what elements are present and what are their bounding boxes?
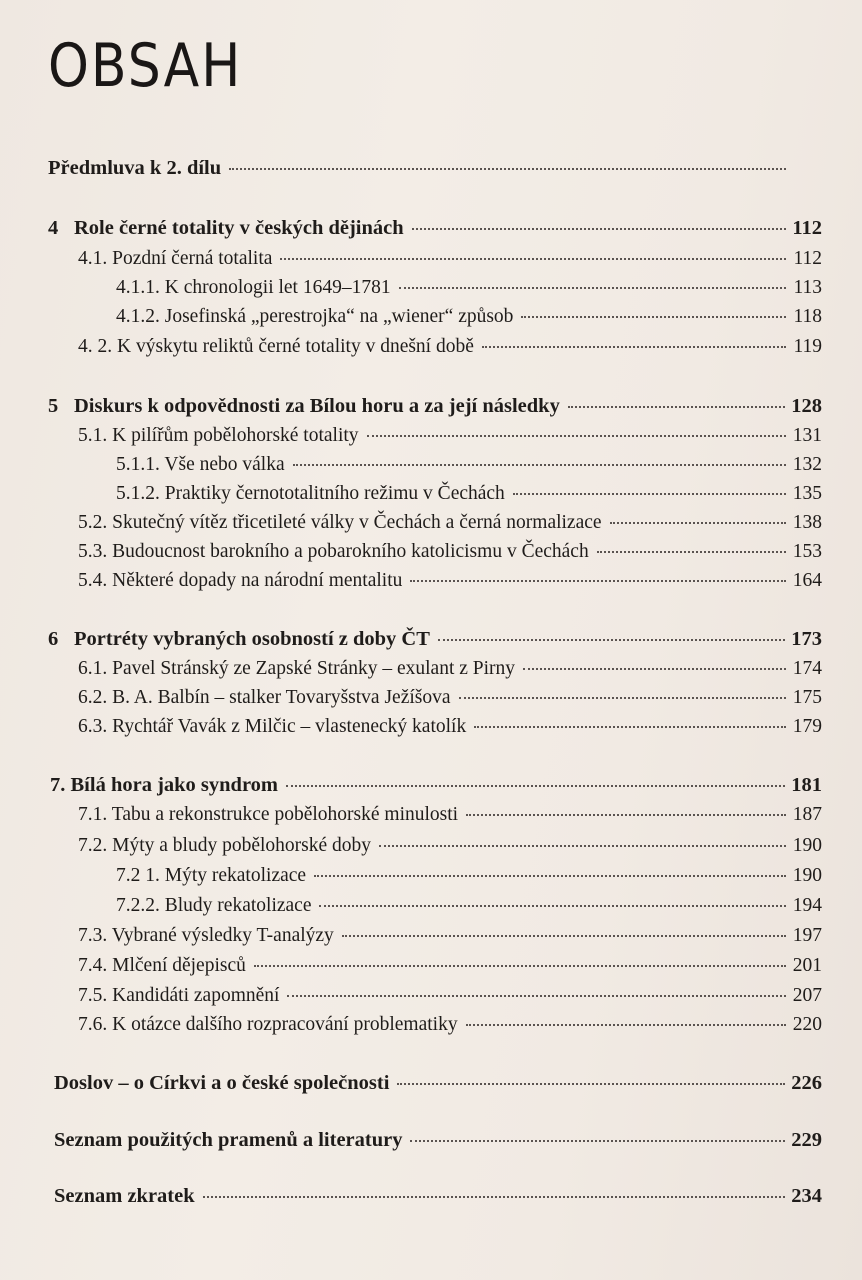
leader-dots xyxy=(342,935,786,937)
toc-section-7-5 xyxy=(78,984,822,1008)
leader-dots xyxy=(438,639,785,641)
toc-section-7-2 xyxy=(78,834,822,858)
toc-entry-title: 7.6. K otázce dalšího rozpracování problematiky xyxy=(78,1014,458,1035)
toc-entry-title: 6.2. B. A. Balbín – stalker Tovaryšstva Ježíšova xyxy=(78,687,451,708)
toc-section-6-1 xyxy=(78,657,822,681)
toc-section-5-2 xyxy=(78,511,822,535)
toc-entry-title: 7.2.2. Bludy rekatolizace xyxy=(116,895,312,916)
toc-chapter-5 xyxy=(48,394,822,418)
toc-chapter-4 xyxy=(48,216,822,240)
toc-entry-title: 7.3. Vybrané výsledky T-analýzy xyxy=(78,925,334,946)
toc-subsection-7-2-1 xyxy=(116,864,822,888)
toc-entry-page: 138 xyxy=(792,512,822,533)
toc-entry-title: Diskurs k odpovědnosti za Bílou horu a za její následky xyxy=(74,395,560,417)
toc-entry-title: 5.4. Některé dopady na národní mentalitu xyxy=(78,570,403,591)
toc-section-7-1 xyxy=(78,803,822,827)
leader-dots xyxy=(466,814,786,816)
page-heading: OBSAH xyxy=(48,32,243,101)
toc-entry-title: 5.3. Budoucnost barokního a pobarokního katolicismu v Čechách xyxy=(78,541,589,562)
toc-entry-abbreviations xyxy=(54,1184,822,1208)
leader-dots xyxy=(286,785,785,787)
toc-entry-page: 135 xyxy=(792,483,822,504)
toc-entry-page: 113 xyxy=(793,277,822,298)
toc-entry-page: 190 xyxy=(792,835,822,856)
chapter-number: 4 xyxy=(48,217,59,239)
leader-dots xyxy=(379,845,786,847)
toc-entry-title: 5.1.2. Praktiky černototalitního režimu v Čechách xyxy=(116,483,505,504)
toc-section-6-3 xyxy=(78,715,822,739)
toc-entry-page: 175 xyxy=(792,687,822,708)
leader-dots xyxy=(410,580,786,582)
toc-entry-bibliography xyxy=(54,1128,822,1152)
toc-subsection-5-1-1 xyxy=(116,453,822,477)
toc-entry-page: 173 xyxy=(791,628,822,650)
toc-section-7-6 xyxy=(78,1013,822,1037)
leader-dots xyxy=(314,875,786,877)
toc-entry-page: 174 xyxy=(792,658,822,679)
leader-dots xyxy=(474,726,786,728)
toc-entry-title: 7.4. Mlčení dějepisců xyxy=(78,955,246,976)
chapter-number: 6 xyxy=(48,628,59,650)
leader-dots xyxy=(521,316,786,318)
toc-entry-title: 4. 2. K výskytu reliktů černé totality v dnešní době xyxy=(78,336,474,357)
toc-entry-page: 201 xyxy=(792,955,822,976)
toc-section-5-3 xyxy=(78,540,822,564)
toc-entry-title: Doslov – o Církvi a o české společnosti xyxy=(54,1072,390,1094)
leader-dots xyxy=(280,258,786,260)
toc-section-5-4 xyxy=(78,569,822,593)
toc-entry-page: 197 xyxy=(792,925,822,946)
toc-entry-title: 7.2 1. Mýty rekatolizace xyxy=(116,865,307,886)
toc-entry-page: 226 xyxy=(791,1072,822,1094)
toc-entry-title: Portréty vybraných osobností z doby ČT xyxy=(74,628,430,650)
toc-section-4-1 xyxy=(78,247,822,271)
toc-entry-title: 7.5. Kandidáti zapomnění xyxy=(78,985,280,1006)
toc-chapter-6 xyxy=(48,627,822,651)
toc-entry-afterword xyxy=(54,1071,822,1095)
toc-entry-page: 207 xyxy=(792,985,822,1006)
toc-section-7-3 xyxy=(78,924,822,948)
toc-subsection-4-1-2 xyxy=(116,305,822,329)
toc-entry-page: 132 xyxy=(792,454,822,475)
leader-dots xyxy=(482,346,786,348)
toc-entry-page: 187 xyxy=(792,804,822,825)
toc-entry-page: 229 xyxy=(791,1129,822,1151)
leader-dots xyxy=(568,406,785,408)
chapter-number: 5 xyxy=(48,395,59,417)
toc-entry-title: 7.1. Tabu a rekonstrukce pobělohorské minulosti xyxy=(78,804,459,825)
toc-entry-title: 4.1.1. K chronologii let 1649–1781 xyxy=(116,277,391,298)
leader-dots xyxy=(597,551,786,553)
toc-entry-title: 6.3. Rychtář Vavák z Milčic – vlastenecký katolík xyxy=(78,716,467,737)
toc-entry-page: 194 xyxy=(792,895,822,916)
leader-dots xyxy=(287,995,786,997)
toc-entry-page: 112 xyxy=(792,217,822,239)
toc-entry-title: 4.1.2. Josefinská „perestrojka“ na „wiener“ způsob xyxy=(116,306,514,327)
toc-entry-page: 131 xyxy=(792,425,822,446)
toc-entry-page: 181 xyxy=(791,774,822,796)
toc-entry-title: Předmluva k 2. dílu xyxy=(48,157,222,179)
leader-dots xyxy=(397,1083,785,1085)
leader-dots xyxy=(229,168,786,170)
toc-entry-title: 5.2. Skutečný vítěz třicetileté války v Čechách a černá normalizace xyxy=(78,512,602,533)
leader-dots xyxy=(513,493,786,495)
toc-entry-page: 234 xyxy=(791,1185,822,1207)
leader-dots xyxy=(410,1140,785,1142)
toc-entry-page: 112 xyxy=(793,248,822,269)
leader-dots xyxy=(367,435,786,437)
leader-dots xyxy=(466,1024,786,1026)
toc-section-6-2 xyxy=(78,686,822,710)
toc-entry-title: 7.2. Mýty a bludy pobělohorské doby xyxy=(78,835,372,856)
toc-entry-page: 164 xyxy=(792,570,822,591)
toc-entry-title: 7. Bílá hora jako syndrom xyxy=(50,774,279,796)
toc-entry-page: 220 xyxy=(792,1014,822,1035)
toc-entry-page: 128 xyxy=(791,395,822,417)
leader-dots xyxy=(254,965,786,967)
toc-entry-title: 5.1. K pilířům pobělohorské totality xyxy=(78,425,359,446)
toc-subsection-7-2-2 xyxy=(116,894,822,918)
toc-entry-page: 153 xyxy=(792,541,822,562)
toc-section-7-4 xyxy=(78,954,822,978)
toc-entry-page: 179 xyxy=(792,716,822,737)
toc-entry-title: 6.1. Pavel Stránský ze Zapské Stránky – exulant z Pirny xyxy=(78,658,516,679)
leader-dots xyxy=(203,1196,786,1198)
toc-entry-title: 5.1.1. Vše nebo válka xyxy=(116,454,285,475)
toc-entry-page: 119 xyxy=(793,336,822,357)
leader-dots xyxy=(412,228,786,230)
leader-dots xyxy=(293,464,786,466)
toc-subsection-5-1-2 xyxy=(116,482,822,506)
toc-entry-page: 190 xyxy=(792,865,822,886)
toc-entry-title: 4.1. Pozdní černá totalita xyxy=(78,248,273,269)
toc-entry-title: Seznam použitých pramenů a literatury xyxy=(54,1129,403,1151)
leader-dots xyxy=(523,668,786,670)
leader-dots xyxy=(459,697,786,699)
toc-entry-page: 118 xyxy=(793,306,822,327)
toc-entry-title: Seznam zkratek xyxy=(54,1185,195,1207)
toc-entry-title: Role černé totality v českých dějinách xyxy=(74,217,404,239)
toc-subsection-4-1-1 xyxy=(116,276,822,300)
toc-chapter-7 xyxy=(50,773,822,797)
toc-entry-preface xyxy=(48,156,822,180)
leader-dots xyxy=(399,287,786,289)
leader-dots xyxy=(610,522,786,524)
toc-section-4-2 xyxy=(78,335,822,359)
leader-dots xyxy=(319,905,786,907)
toc-section-5-1 xyxy=(78,424,822,448)
